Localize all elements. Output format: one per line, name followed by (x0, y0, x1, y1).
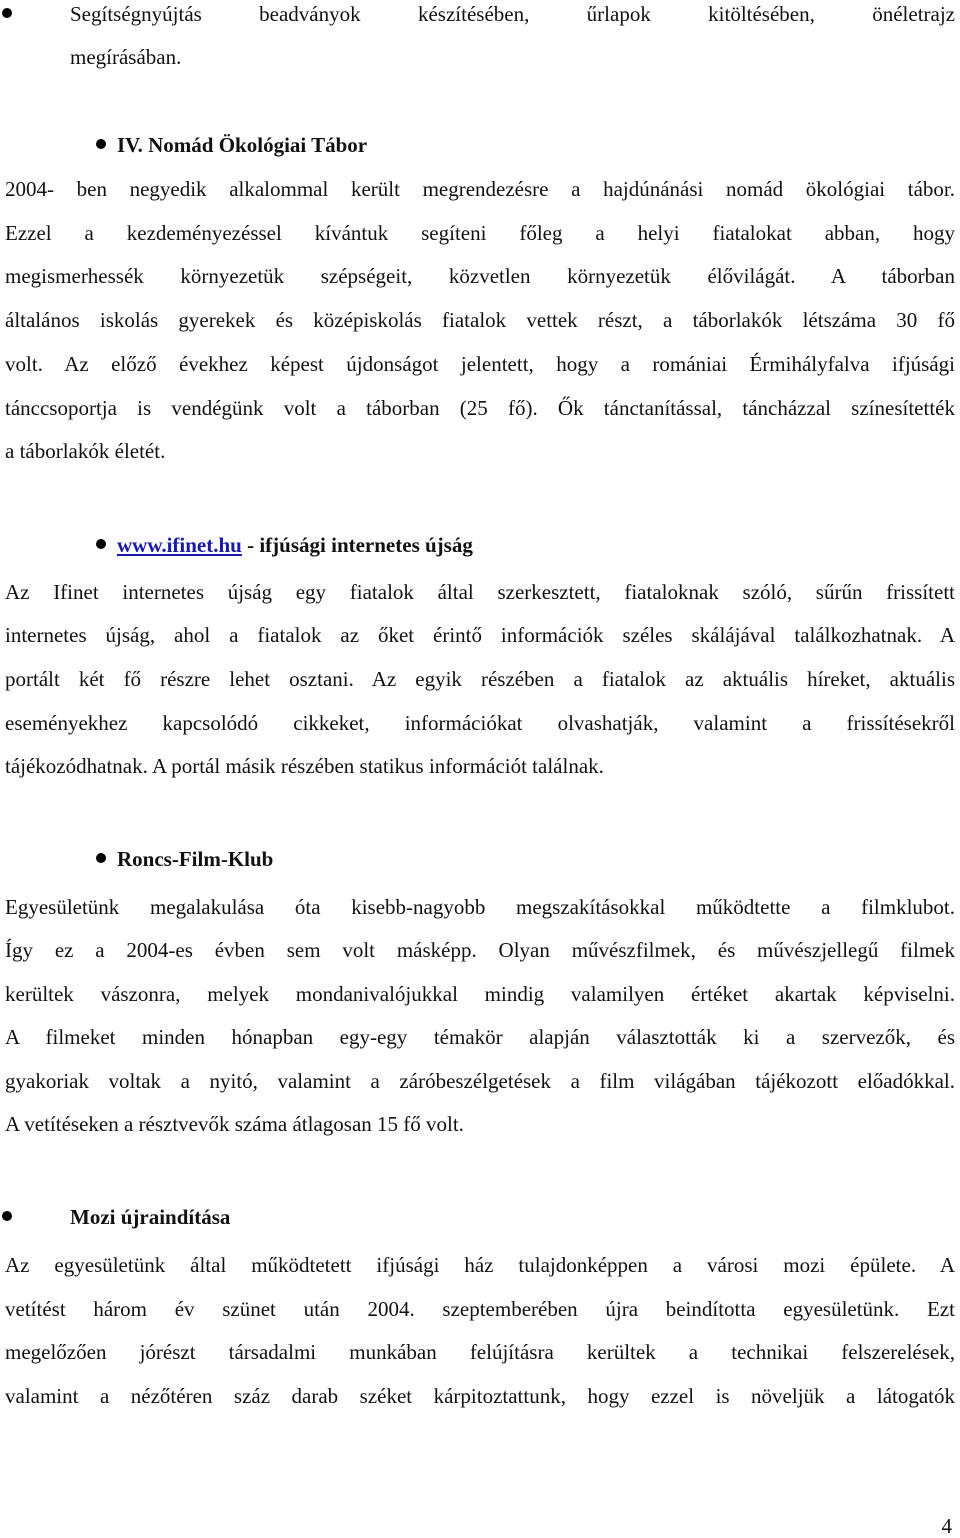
bullet-icon (96, 139, 106, 149)
ifinet-paragraph-line-1: Az Ifinet internetes újság egy fiatalok által szerkesztett, fiataloknak szóló, sűrűn frissített (5, 580, 955, 604)
ifinet-paragraph-line-4: eseményekhez kapcsolódó cikkeket, információkat olvashatják, valamint a frissítésekről (5, 711, 955, 735)
ifinet-paragraph-line-5: tájékozódhatnak. A portál másik részében statikus információt találnak. (5, 754, 604, 778)
mozi-paragraph-line-3: megelőzően jórészt társadalmi munkában felújításra kerültek a technikai felszerelések, (5, 1340, 955, 1364)
roncs-paragraph-line-6: A vetítéseken a résztvevők száma átlagosan 15 fő volt. (5, 1112, 464, 1136)
bullet-icon (2, 8, 12, 18)
nomad-paragraph-line-1: 2004- ben negyedik alkalommal került megrendezésre a hajdúnánási nomád ökológiai tábor. (5, 177, 955, 201)
nomad-paragraph-line-6: tánccsoportja is vendégünk volt a táborban (25 fő). Ők tánctanítással, táncházzal színesítették (5, 396, 955, 420)
nomad-paragraph-line-2: Ezzel a kezdeményezéssel kívántuk segíteni főleg a helyi fiatalokat abban, hogy (5, 221, 955, 245)
ifinet-paragraph-line-2: internetes újság, ahol a fiatalok az őket érintő információk széles skálájával találkozhatnak. A (5, 623, 955, 647)
roncs-paragraph-line-2: Így ez a 2004-es évben sem volt másképp. Olyan művészfilmek, és művészjellegű filmek (5, 938, 955, 962)
intro-item-line-2: megírásában. (70, 45, 182, 69)
section-title-ifinet (117, 531, 473, 559)
ifinet-paragraph-line-3: portált két fő részre lehet osztani. Az egyik részében a fiatalok az aktuális híreket, aktuális (5, 667, 955, 691)
mozi-paragraph-line-1: Az egyesületünk által működtetett ifjúsági ház tulajdonképpen a városi mozi épülete. A (5, 1253, 955, 1277)
roncs-paragraph-line-1: Egyesületünk megalakulása óta kisebb-nagyobb megszakításokkal működtette a filmklubot. (5, 895, 955, 919)
bullet-icon (2, 1211, 12, 1221)
mozi-paragraph-line-2: vetítést három év szünet után 2004. szeptemberében újra beindította egyesületünk. Ezt (5, 1297, 955, 1321)
nomad-paragraph-line-4: általános iskolás gyerekek és középiskolás fiatalok vettek részt, a táborlakók létszáma 30 fő (5, 308, 955, 332)
bullet-icon (96, 539, 106, 549)
roncs-paragraph-line-3: kerültek vászonra, melyek mondanivalójukkal mindig valamilyen értéket akartak képviselni. (5, 982, 955, 1006)
bullet-icon (96, 853, 106, 863)
roncs-paragraph-line-4: A filmeket minden hónapban egy-egy témakör alapján választották ki a szervezők, és (5, 1025, 955, 1049)
roncs-paragraph-line-5: gyakoriak voltak a nyitó, valamint a záróbeszélgetések a film világában tájékozott előadókkal. (5, 1069, 955, 1093)
ifinet-link[interactable]: www.ifinet.hu (117, 533, 242, 557)
ifinet-title-rest: - ifjúsági internetes újság (241, 533, 473, 557)
section-title-nomad-camp: IV. Nomád Ökológiai Tábor (117, 133, 368, 157)
nomad-paragraph-line-5: volt. Az előző évekhez képest újdonságot jelentett, hogy a romániai Érmihályfalva ifjúsági (5, 352, 955, 376)
section-title-mozi: Mozi újraindítása (70, 1205, 231, 1229)
nomad-paragraph-line-7: a táborlakók életét. (5, 439, 166, 463)
section-title-roncs-film-klub: Roncs-Film-Klub (117, 847, 274, 871)
nomad-paragraph-line-3: megismerhessék környezetük szépségeit, közvetlen környezetük élővilágát. A táborban (5, 264, 955, 288)
page-number: 4 (941, 1514, 952, 1538)
mozi-paragraph-line-4: valamint a nézőtéren száz darab széket kárpitoztattunk, hogy ezzel is növeljük a látogatók (5, 1384, 955, 1408)
intro-item-line-1: Segítségnyújtás beadványok készítésében, űrlapok kitöltésében, önéletrajz (70, 2, 955, 26)
